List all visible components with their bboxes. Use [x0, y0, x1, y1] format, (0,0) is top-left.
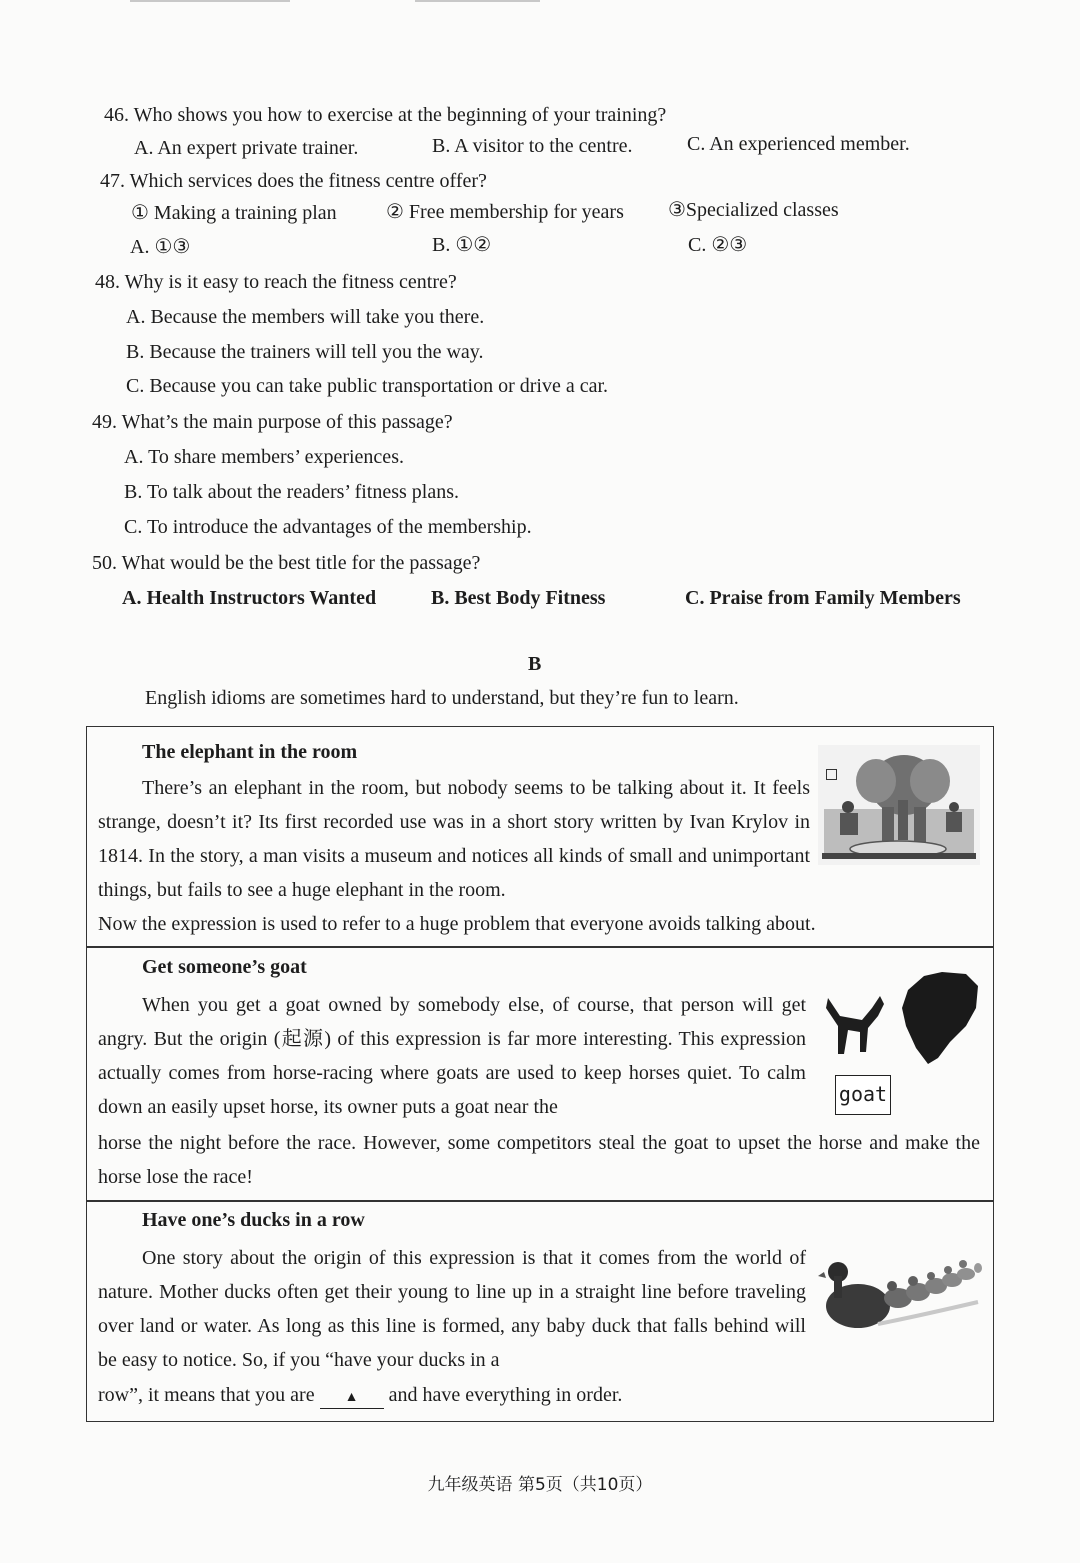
q47-item-3: ③Specialized classes [668, 199, 839, 221]
question-46: 46. Who shows you how to exercise at the beginning of your training? [104, 104, 667, 126]
ducks-picture [818, 1236, 982, 1340]
q47-item-2: ② Free membership for years [386, 201, 624, 223]
scan-line [130, 0, 290, 2]
idiom-text-elephant-end: Now the expression is used to refer to a huge problem that everyone avoids talking about. [98, 913, 816, 935]
question-48: 48. Why is it easy to reach the fitness centre? [95, 271, 457, 293]
answer-blank: ▲ [320, 1388, 384, 1409]
q46-option-b: B. A visitor to the centre. [432, 135, 633, 157]
question-47: 47. Which services does the fitness centre offer? [100, 170, 487, 192]
goat-horse-picture [820, 968, 982, 1072]
q48-option-a: A. Because the members will take you there. [126, 306, 485, 328]
idiom-text-ducks-end-before: row”, it means that you are [98, 1384, 315, 1406]
q47-option-b: B. ①② [432, 234, 492, 256]
q47-item-1: ① Making a training plan [131, 202, 337, 224]
q46-option-c: C. An experienced member. [687, 133, 910, 155]
idiom-text-goat-end: horse the night before the race. However, some competitors steal the goat to upset the horse and make the horse lose the race! [98, 1132, 980, 1188]
idiom-title-goat: Get someone’s goat [142, 956, 307, 978]
page-footer: 九年级英语 第5页（共10页） [427, 1475, 653, 1495]
scan-mark [826, 769, 837, 780]
idiom-title-elephant: The elephant in the room [142, 741, 358, 763]
q50-option-a: A. Health Instructors Wanted [122, 587, 377, 609]
q50-option-c: C. Praise from Family Members [685, 587, 961, 609]
question-49: 49. What’s the main purpose of this passage? [92, 411, 453, 433]
section-intro: English idioms are sometimes hard to understand, but they’re fun to learn. [145, 687, 739, 709]
scan-line [415, 0, 540, 2]
q46-option-a: A. An expert private trainer. [134, 137, 359, 159]
idiom-text-goat: When you get a goat owned by somebody else, of course, that person will get angry. But the origin (起源) of this expression is far more interesting. This expression actually comes from horse-racing where goats are used to keep horses quiet. To calm down an easily upset horse, its owner puts a goat near the [98, 994, 806, 1118]
idiom-text-ducks: One story about the origin of this expression is that it comes from the world of nature. Mother ducks often get their young to line up in a straight line before traveling over land or water. As long as this line is formed, any baby duck that falls behind will be easy to notice. So, if you “have your ducks in a [98, 1247, 806, 1371]
idiom-title-ducks: Have one’s ducks in a row [142, 1209, 365, 1231]
idiom-text-ducks-end [98, 1378, 798, 1412]
q49-option-a: A. To share members’ experiences. [124, 446, 404, 468]
elephant-picture [818, 745, 980, 865]
q50-option-b: B. Best Body Fitness [431, 587, 606, 609]
idiom-text-elephant: There’s an elephant in the room, but nobody seems to be talking about it. It feels strange, doesn’t it? Its first recorded use was in a short story written by Ivan Krylov in 1814. In the story, a man visits a museum and notices all kinds of small and unimportant things, but fails to see a huge elephant in the room. [98, 777, 810, 901]
q47-option-a: A. ①③ [130, 236, 191, 258]
section-letter: B [528, 653, 542, 675]
q47-option-c: C. ②③ [688, 234, 748, 256]
question-50: 50. What would be the best title for the passage? [92, 552, 481, 574]
q48-option-b: B. Because the trainers will tell you the way. [126, 341, 484, 363]
idiom-text-ducks-end-after: and have everything in order. [388, 1384, 623, 1406]
q49-option-b: B. To talk about the readers’ fitness plans. [124, 481, 459, 503]
q48-option-c: C. Because you can take public transportation or drive a car. [126, 375, 609, 397]
q49-option-c: C. To introduce the advantages of the membership. [124, 516, 532, 538]
goat-label: goat [835, 1075, 891, 1115]
